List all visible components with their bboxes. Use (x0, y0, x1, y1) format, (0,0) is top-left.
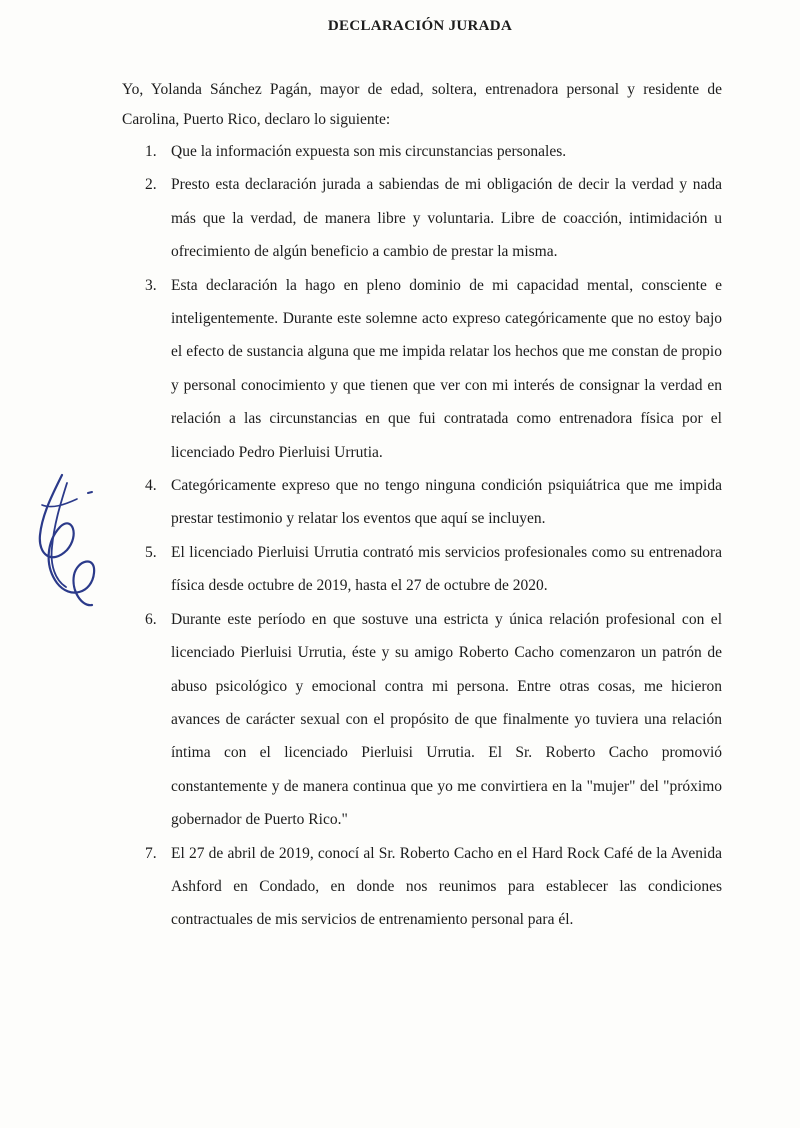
list-item (128, 536, 722, 603)
item-number: 5. (145, 543, 157, 561)
item-text: El licenciado Pierluisi Urrutia contrató mis servicios profesionales como su entrenadora física desde octubre de 2019, hasta el 27 de octubre de 2020. (171, 543, 722, 595)
item-text: Que la información expuesta son mis circunstancias personales. (171, 143, 567, 160)
item-text: Esta declaración la hago en pleno dominio de mi capacidad mental, consciente e inteligentemente. Durante este solemne acto expreso categóricamente que no estoy bajo el efecto de sustancia alguna que me impida relatar los hechos que me constan de propio y personal conocimiento y que tienen que ver con mi interés de consignar la verdad en relación a las circunstancias en que fui contratada como entrenadora física por el licenciado Pedro Pierluisi Urrutia. (171, 276, 722, 461)
item-number: 4. (145, 477, 157, 495)
item-number: 3. (145, 276, 157, 294)
item-number: 2. (145, 176, 157, 194)
list-item (128, 603, 722, 837)
item-text: Durante este período en que sostuve una estricta y única relación profesional con el licenciado Pierluisi Urrutia, éste y su amigo Roberto Cacho comenzaron un patrón de abuso psicológico y emocional contra mi persona. Entre otras cosas, me hicieron avances de carácter sexual con el propósito de que finalmente yo tuviera una relación íntima con el licenciado Pierluisi Urrutia. El Sr. Roberto Cacho promovió constantemente y de manera continua que yo me convirtiera en la "mujer" del "próximo gobernador de Puerto Rico." (171, 610, 722, 829)
intro-paragraph: Yo, Yolanda Sánchez Pagán, mayor de edad, soltera, entrenadora personal y residente de Carolina, Puerto Rico, declaro lo siguiente: (122, 81, 722, 128)
item-text: Presto esta declaración jurada a sabiendas de mi obligación de decir la verdad y nada más que la verdad, de manera libre y voluntaria. Libre de coacción, intimidación u ofrecimiento de algún beneficio a cambio de prestar la misma. (171, 176, 722, 261)
list-item (128, 269, 722, 469)
list-item (128, 837, 722, 937)
list-item (128, 168, 722, 268)
item-number: 1. (145, 143, 157, 160)
list-item (128, 469, 722, 536)
declaration-list (128, 135, 722, 937)
document-title: DECLARACIÓN JURADA (327, 18, 513, 34)
item-text: Categóricamente expreso que no tengo ninguna condición psiquiátrica que me impida prestar testimonio y relatar los eventos que aquí se incluyen. (171, 477, 722, 528)
list-item (128, 135, 722, 168)
signature-initials (22, 465, 107, 615)
item-number: 6. (145, 610, 157, 628)
item-number: 7. (145, 844, 157, 862)
item-text: El 27 de abril de 2019, conocí al Sr. Roberto Cacho en el Hard Rock Café de la Avenida Ashford en Condado, en donde nos reunimos para establecer las condiciones contractuales de mis servicios de entrenamiento personal para él. (171, 844, 722, 929)
